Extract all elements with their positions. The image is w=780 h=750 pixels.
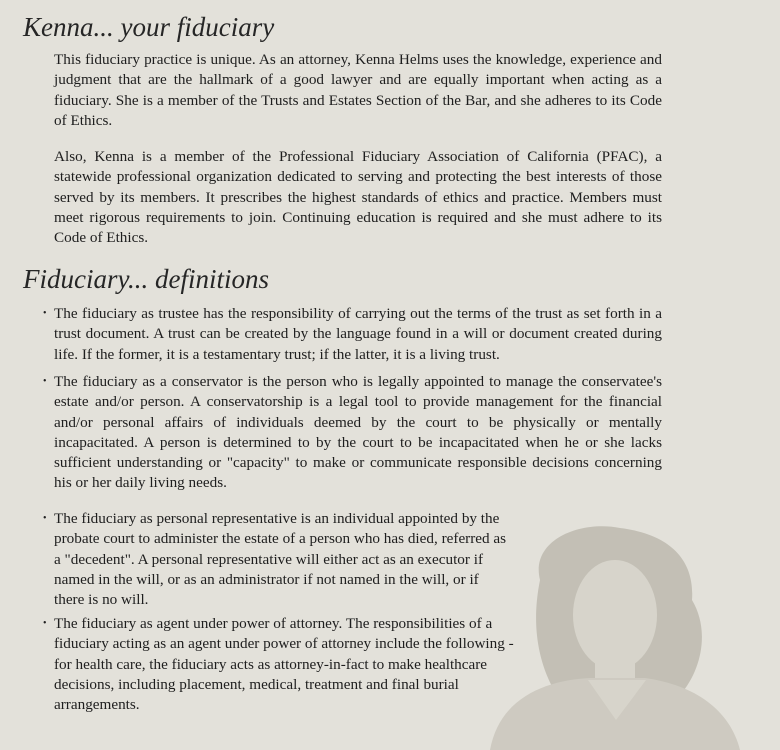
definition-power-of-attorney: • The fiduciary as agent under power of attorney. The responsibilities of a fiduciary acting as an agent under power of attorney include the following - for health care, the fiduciary acts as attorney-in-fact to make healthcare decisions, including placement, medical, treatment and final burial arrangements. xyxy=(54,614,520,715)
definition-conservator: • The fiduciary as a conservator is the person who is legally appointed to manage the conservatee's estate and/or person. A conservatorship is a legal tool to provide management for the financial and/or personal affairs of individuals deemed by the court to be physically or mentally incapacitated. A person is determined to by the court to be incapacitated when he or she lacks sufficient understanding or "capacity" to make or communicate responsible decisions concerning his or her daily living needs. xyxy=(54,372,662,494)
intro-paragraph: This fiduciary practice is unique. As an attorney, Kenna Helms uses the knowledge, experience and judgment that are the hallmark of a good lawyer and are equally important when acting as a fiduciary. She is a member of the Trusts and Estates Section of the Bar, and she adheres to its Code of Ethics. xyxy=(54,51,662,129)
heading-definitions: Fiduciary... definitions xyxy=(23,264,269,294)
definition-trustee: • The fiduciary as trustee has the responsibility of carrying out the terms of the trust as set forth in a trust document. A trust can be created by the language found in a will or document created during life. If the former, it is a testamentary trust; if the latter, it is a living trust. xyxy=(54,304,662,365)
definition-personal-representative: • The fiduciary as personal representative is an individual appointed by the probate court to administer the estate of a person who has died, referred as a "decedent". A personal representative will either act as an executor if named in the will, or as an administrator if not named in the will, or if there is no will. xyxy=(54,509,512,610)
heading-your-fiduciary: Kenna... your fiduciary xyxy=(23,12,275,42)
pfac-paragraph: Also, Kenna is a member of the Professional Fiduciary Association of California (PFAC), a statewide professional organization dedicated to serving and protecting the best interests of those served by its members. It prescribes the highest standards of ethics and practice. Members must meet rigorous requirements to join. Continuing education is required and she must adhere to its Code of Ethics. xyxy=(54,148,662,247)
